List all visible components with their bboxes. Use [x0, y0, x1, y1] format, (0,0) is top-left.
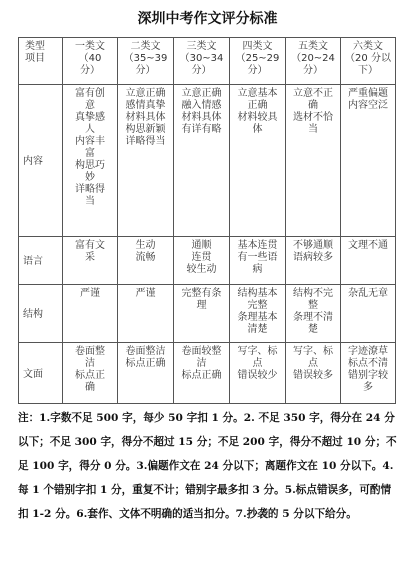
header-grade-6: 六类文 （20 分以 下）	[341, 38, 396, 85]
header-grade-2: 二类文 （35~39 分）	[118, 38, 174, 85]
table-cell: 不够通顺 语病较多	[286, 237, 341, 285]
row-label-language: 语言	[19, 237, 63, 285]
row-language	[19, 237, 396, 285]
table-cell: 卷面整洁 标点正确	[118, 343, 174, 404]
table-cell: 结构基本 完整 条理基本 清楚	[230, 285, 286, 343]
table-cell: 写字、标 点 错误较少	[230, 343, 286, 404]
table-cell: 富有文 采	[63, 237, 118, 285]
row-label-structure: 结构	[19, 285, 63, 343]
row-label-appearance: 文面	[19, 343, 63, 404]
scoring-notes: 注：1.字数不足 500 字，每少 50 字扣 1 分。2. 不足 350 字，得分在 24 分以下；不足 300 字，得分不超过 15 分；不足 200 字，得分不超过 10 分；不足 100 字，得分 0 分。3.偏题作文在 24 分以下；离题作文在 10 分以下。4.每 1 个错别字扣 1 分，重复不计；错别字最多扣 3 分。5.标点错误多，可酌情扣 1-2 分。6.套作、文体不明确的适当扣分。7.抄袭的 5 分以下给分。	[18, 412, 397, 520]
table-cell: 立意正确 感情真挚 材料具体 构思新颖 详略得当	[118, 85, 174, 237]
row-structure	[19, 285, 396, 343]
table-cell: 结构不完 整 条理不清 楚	[286, 285, 341, 343]
table-cell: 杂乱无章	[341, 285, 396, 343]
table-cell: 字迹潦草 标点不清 错别字较 多	[341, 343, 396, 404]
scoring-table	[18, 37, 396, 404]
table-cell: 立意正确 融入情感 材料具体 有详有略	[174, 85, 230, 237]
table-cell: 基本连贯 有一些语 病	[230, 237, 286, 285]
table-cell: 卷面较整 洁 标点正确	[174, 343, 230, 404]
row-content	[19, 85, 396, 237]
table-cell: 文理不通	[341, 237, 396, 285]
table-cell: 通顺 连贯 较生动	[174, 237, 230, 285]
header-grade-3: 三类文 （30~34 分）	[174, 38, 230, 85]
table-cell: 立意基本 正确 材料较具 体	[230, 85, 286, 237]
header-grade-5: 五类文 （20~24 分）	[286, 38, 341, 85]
row-label-content: 内容	[19, 85, 63, 237]
header-row	[19, 38, 396, 85]
row-appearance	[19, 343, 396, 404]
table-cell: 卷面整 洁 标点正 确	[63, 343, 118, 404]
corner-header: 类型 项目	[19, 38, 63, 85]
table-cell: 写字、标 点 错误较多	[286, 343, 341, 404]
page-title: 深圳中考作文评分标准	[137, 11, 278, 27]
header-grade-4: 四类文 （25~29 分）	[230, 38, 286, 85]
table-cell: 严谨	[63, 285, 118, 343]
table-cell: 严谨	[118, 285, 174, 343]
header-grade-1: 一类文 （40 分）	[63, 38, 118, 85]
table-cell: 完整有条 理	[174, 285, 230, 343]
table-cell: 立意不正 确 选材不恰 当	[286, 85, 341, 237]
table-cell: 严重偏题 内容空泛	[341, 85, 396, 237]
table-cell: 富有创 意 真挚感 人 内容丰 富 构思巧 妙 详略得 当	[63, 85, 118, 237]
table-cell: 生动 流畅	[118, 237, 174, 285]
